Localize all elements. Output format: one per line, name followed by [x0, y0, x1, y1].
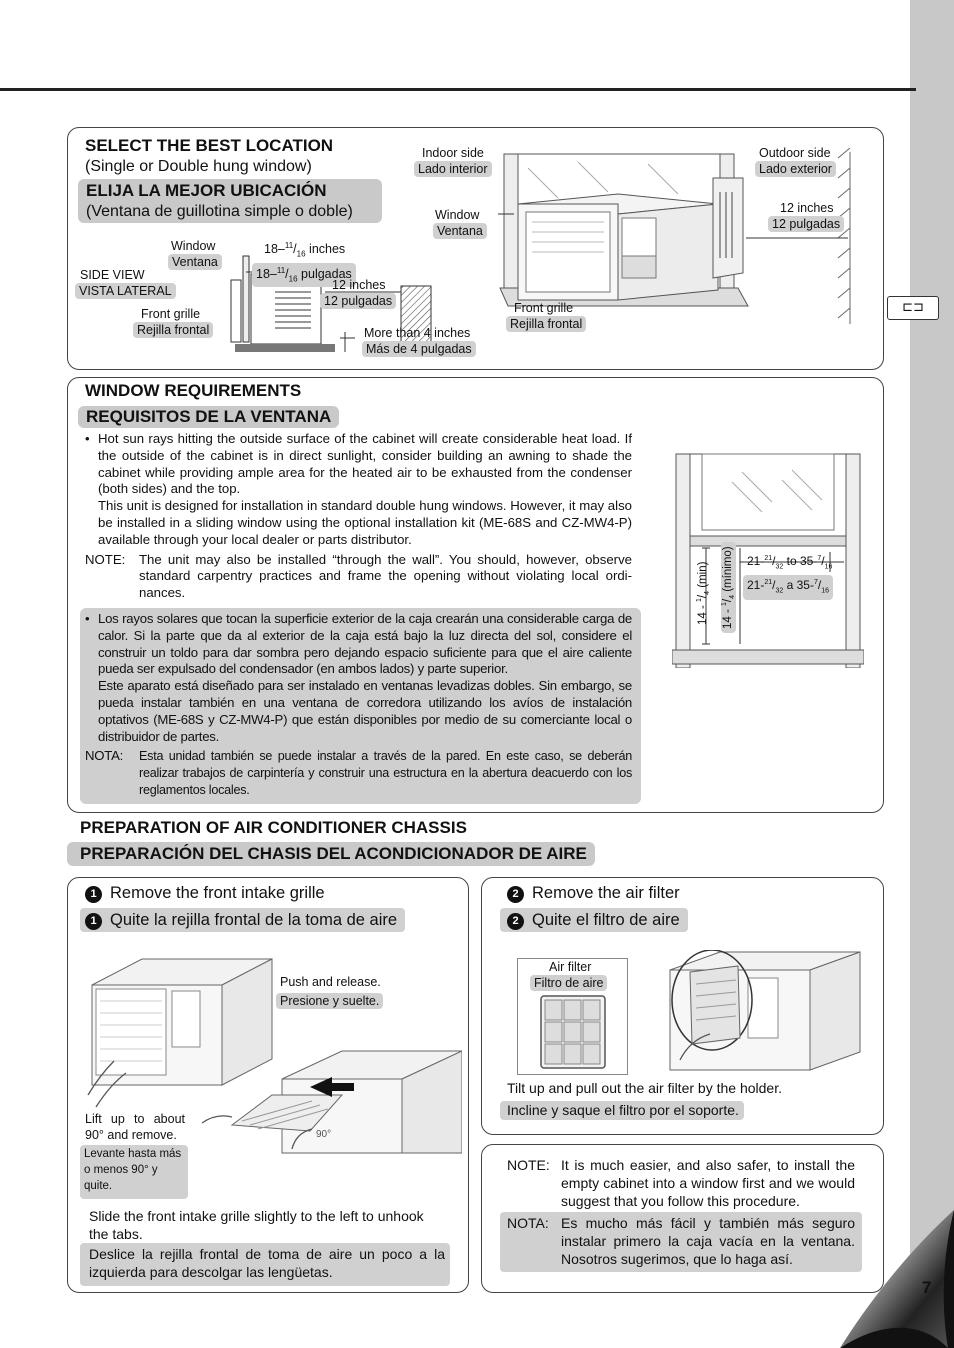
- lift-remove-label-es: Levante hasta más o menos 90° y quite.: [80, 1145, 188, 1199]
- step1-title-es: 1 Quite la rejilla frontal de la toma de aire: [80, 908, 405, 932]
- page-sidebar: [910, 0, 954, 1348]
- prep-title-es: PREPARACIÓN DEL CHASIS DEL ACONDICIONADOR DE AIRE: [67, 842, 595, 866]
- iso-front-grille-label: Front grille Rejilla frontal: [506, 300, 586, 332]
- push-release-label: Push and release. Presione y suelte.: [276, 974, 383, 1009]
- side-front-grille-label: Front grille Rejilla frontal: [133, 306, 213, 338]
- window-req-text-en: • Hot sun rays hitting the outside surface of the cabinet will create considerable heat load. If the outside of the cabinet is in direct sunlight, consider building an awning to shade the cabinet while providing ample area for the heated air to be exhausted from the condenser (both sides) and the top. This unit is designed for installation in standard double hung windows. However, it may also be installed in a sliding window using the optional installation kit (ME-68S and CZ-MW4-P) available through your local dealer or parts distributor. NOTE: The unit may also be installed “through the wall”. You should, however, observe standard carpentry practices and frame the opening without violating local ordi- nances.: [85, 431, 632, 601]
- tilt-filter-en: Tilt up and pull out the air filter by the holder.: [507, 1080, 782, 1096]
- air-filter-icon: [540, 995, 606, 1069]
- step2-number-icon-es: 2: [507, 913, 524, 930]
- final-note-en: NOTE: It is much easier, and also safer, to install the empty cabinet into a window first and we would suggest that you follow this procedure.: [507, 1157, 855, 1209]
- slide-grille-en: Slide the front intake grille slightly to the left to unhook the tabs.: [89, 1208, 424, 1242]
- iso-window-label: Window Ventana: [433, 207, 487, 239]
- height-min-label-es: $14 - ^1/_4$ (mínimo): [721, 542, 736, 633]
- side-width-label: $18-^{11}/_{16}$ inches $18-^{11}/_{16}$ pulgadas: [252, 238, 356, 287]
- window-req-title-es: REQUISITOS DE LA VENTANA: [78, 406, 339, 428]
- side-view-label: SIDE VIEW VISTA LATERAL: [75, 267, 176, 299]
- final-note-es: NOTA: Es mucho más fácil y también más seguro instalar primero la caja vacía en la ventana. Nosotros sugerimos, que lo haga así.: [507, 1215, 855, 1267]
- step2-number-icon: 2: [507, 886, 524, 903]
- air-conditioner-tab-icon: ⊏⊐: [887, 296, 939, 320]
- side-12in-label: 12 inches 12 pulgadas: [320, 277, 396, 309]
- prep-title-en: PREPARATION OF AIR CONDITIONER CHASSIS: [80, 818, 467, 837]
- angle-label: 90°: [316, 1129, 332, 1140]
- slide-grille-es: Deslice la rejilla frontal de toma de aire un poco a la izquierda para descolgar las lengüetas.: [89, 1246, 445, 1280]
- step1-number-icon: 1: [85, 886, 102, 903]
- air-filter-label: Air filter Filtro de aire: [530, 959, 607, 991]
- window-req-title-en: WINDOW REQUIREMENTS: [85, 381, 302, 400]
- page-number: 7: [922, 1278, 932, 1297]
- outdoor-side-label: Outdoor side Lado exterior: [755, 145, 836, 177]
- window-req-text-es: • Los rayos solares que tocan la superficie exterior de la caja crearán una considerable carga de calor. Si la parte que da al exterior de la caja está bajo la luz directa del sol, considere el construir un toldo para dar sombra pero dejando espacio suficiente para que el aire caliente pueda ser expulsado del condensador (en ambos lados) y parte superior. Este aparato está diseñado para ser instalado en ventanas levadizas dobles. Sin embargo, se pueda instalar también en una ventana de corredora utilizando los avíos de instalación optativos (ME-68S y CZ-MW4-P) que están disponibles por medio de su comerciante local o distribuidor de partes. NOTA: Esta unidad también se puede instalar a través de la pared. En este caso, se deberán realizar trabajos de carpintería y construir una estructura en la abertura deacuerdo con los reglamentos locales.: [85, 611, 632, 797]
- remove-filter-diagram: [640, 950, 865, 1080]
- step1-number-icon-es: 1: [85, 913, 102, 930]
- step2-title-es: 2 Quite el filtro de aire: [500, 908, 688, 932]
- height-min-label-en: $14 - ^1/_4$ (min): [696, 561, 712, 625]
- step2-title-en: 2 Remove the air filter: [507, 882, 680, 904]
- location-title-en: SELECT THE BEST LOCATION (Single or Double hung window): [85, 136, 334, 175]
- tilt-filter-es: Incline y saque el filtro por el soporte.: [500, 1101, 744, 1120]
- step1-title-en: 1 Remove the front intake grille: [85, 882, 325, 904]
- page-curl-graphic: [840, 1210, 954, 1348]
- lift-remove-label-en: Lift up to about 90° and remove.: [85, 1112, 185, 1142]
- width-range-label: $21-^{21}/_{32}$ to $35-^7/_{16}$ $21-^{21}/_{32}$ a $35-^7/_{16}$: [743, 551, 833, 600]
- header-rule: [0, 88, 916, 91]
- location-title-es: ELIJA LA MEJOR UBICACIÓN (Ventana de guillotina simple o doble): [78, 179, 382, 223]
- indoor-side-label: Indoor side Lado interior: [414, 145, 492, 177]
- side-window-label: Window Ventana: [168, 238, 222, 270]
- iso-12in-label: 12 inches 12 pulgadas: [768, 200, 844, 232]
- side-more4-label: More than 4 inches Más de 4 pulgadas: [362, 325, 476, 357]
